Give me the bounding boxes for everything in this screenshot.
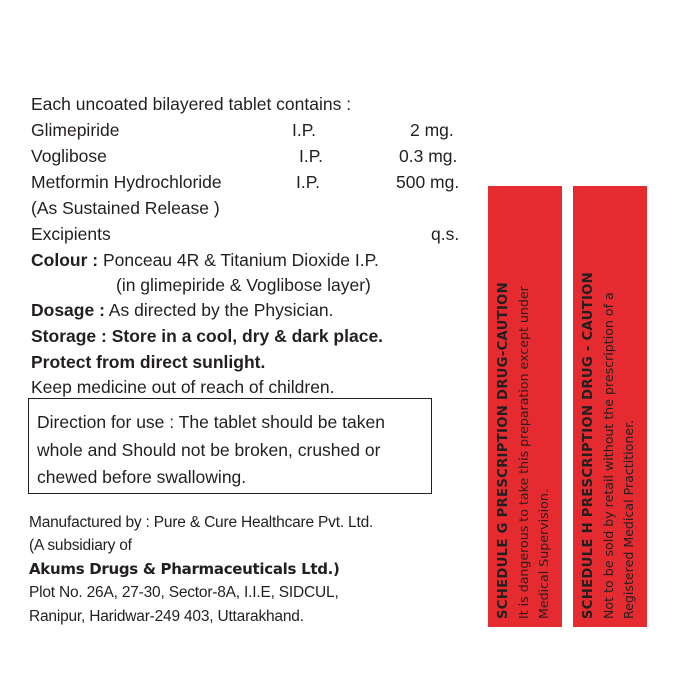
schedule-h-line-2: Registered Medical Practitioner. xyxy=(621,419,636,619)
direction-line-2: whole and Should not be broken, crushed or xyxy=(37,440,381,460)
ingredient-name-metformin: Metformin Hydrochloride xyxy=(31,172,222,192)
direction-line-1: Direction for use : The tablet should be taken xyxy=(37,412,385,432)
storage-line: Storage : Store in a cool, dry & dark place. xyxy=(31,326,384,346)
dosage-label: Dosage : xyxy=(31,300,105,320)
colour-sep: : xyxy=(87,250,103,270)
excipients-label: Excipients xyxy=(31,224,111,244)
excipients-qty: q.s. xyxy=(431,224,460,244)
ingredient-std-voglibose: I.P. xyxy=(299,146,324,166)
ingredient-qty-voglibose: 0.3 mg. xyxy=(399,146,458,166)
schedule-g-line-2: Medical Supervision. xyxy=(536,489,551,619)
dosage-line xyxy=(31,299,334,321)
ingredient-name-glimepiride: Glimepiride xyxy=(31,120,120,140)
schedule-g-title: SCHEDULE G PRESCRIPTION DRUG-CAUTION xyxy=(496,281,511,619)
ingredient-qty-metformin: 500 mg. xyxy=(396,172,460,192)
composition-heading: Each uncoated bilayered tablet contains : xyxy=(31,94,352,114)
protect-sunlight-line: Protect from direct sunlight. xyxy=(31,352,266,372)
direction-line-3: chewed before swallowing. xyxy=(37,467,247,487)
dosage-value: As directed by the Physician. xyxy=(104,300,334,320)
schedule-g-line-1: It is dangerous to take this preparation except under xyxy=(516,286,531,619)
schedule-h-panel xyxy=(573,186,647,627)
keep-out-of-reach-line: Keep medicine out of reach of children. xyxy=(31,377,335,397)
colour-value: Ponceau 4R & Titanium Dioxide I.P. xyxy=(102,250,379,270)
ingredient-std-metformin: I.P. xyxy=(296,172,321,192)
schedule-h-line-1: Not to be sold by retail without the prescription of a xyxy=(601,292,616,619)
colour-label: Colour xyxy=(31,250,88,270)
sustained-release-note: (As Sustained Release ) xyxy=(31,198,220,218)
parent-company-line: Akums Drugs & Pharmaceuticals Ltd.) xyxy=(29,560,340,578)
address-line-2: Ranipur, Haridwar-249 403, Uttarakhand. xyxy=(29,608,304,625)
manufactured-by-line: Manufactured by : Pure & Cure Healthcare Pvt. Ltd. xyxy=(29,514,374,531)
schedule-h-text xyxy=(573,186,647,627)
address-line-1: Plot No. 26A, 27-30, Sector-8A, I.I.E, SIDCUL, xyxy=(29,584,339,601)
schedule-g-panel xyxy=(488,186,562,627)
ingredient-name-voglibose: Voglibose xyxy=(31,146,107,166)
colour-line xyxy=(31,249,379,271)
schedule-h-title: SCHEDULE H PRESCRIPTION DRUG - CAUTION xyxy=(581,271,596,619)
ingredient-qty-glimepiride: 2 mg. xyxy=(410,120,454,140)
schedule-g-text xyxy=(488,186,562,627)
colour-note: (in glimepiride & Voglibose layer) xyxy=(116,275,371,295)
ingredient-std-glimepiride: I.P. xyxy=(292,120,317,140)
subsidiary-line: (A subsidiary of xyxy=(29,537,132,554)
